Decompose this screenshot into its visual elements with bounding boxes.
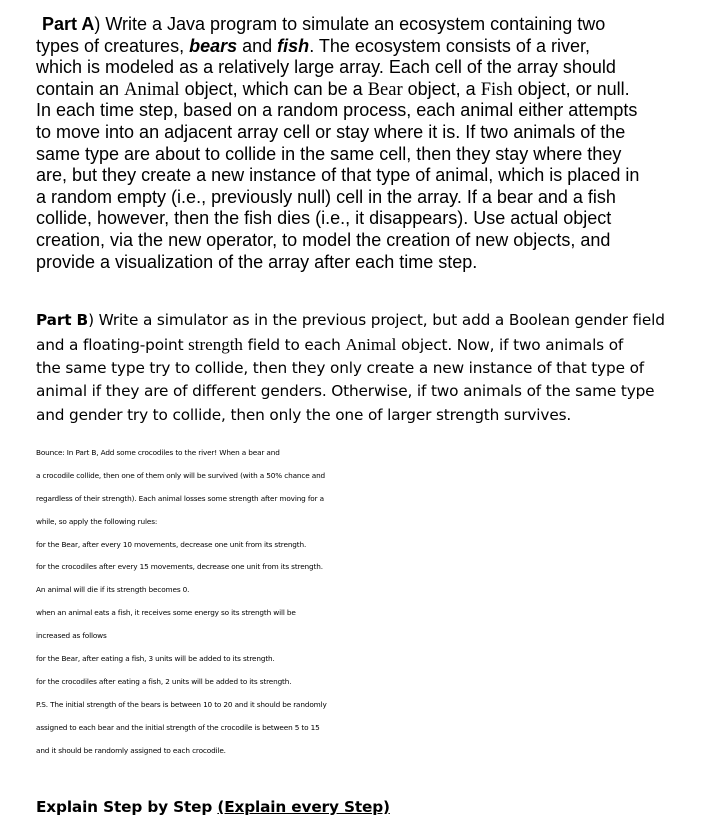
explain-instruction: [36, 798, 390, 816]
part-a-line: [36, 14, 716, 36]
bounce-line: and it should be randomly assigned to each crocodile.: [36, 745, 226, 755]
part-a-text: . The ecosystem consists of a river,: [309, 35, 590, 56]
bounce-line: while, so apply the following rules:: [36, 516, 158, 526]
part-a-line: collide, however, then the fish dies (i.e., it disappears). Use actual object: [36, 208, 612, 229]
part-b-line: animal if they are of different genders. Otherwise, if two animals of the same type: [36, 382, 655, 401]
part-b-line: and gender try to collide, then only the one of larger strength survives.: [36, 406, 572, 425]
bounce-line: assigned to each bear and the initial strength of the crocodile is between 5 to 15: [36, 722, 320, 732]
part-a-line: are, but they create a new instance of that type of animal, which is placed in: [36, 165, 640, 186]
part-a-text: and: [237, 35, 278, 56]
bounce-line: a crocodile collide, then one of them only will be survived (with a 50% chance and: [36, 470, 326, 480]
animal-class-name: Animal: [124, 79, 180, 100]
part-a-line: [36, 36, 716, 58]
fish-term: fish: [277, 35, 310, 56]
bounce-line: regardless of their strength). Each animal losses some strength after moving for a: [36, 493, 324, 503]
bounce-line: increased as follows: [36, 631, 107, 641]
part-b-line: the same type try to collide, then they only create a new instance of that type of: [36, 358, 645, 377]
bounce-line: for the crocodiles after every 15 movements, decrease one unit from its strength.: [36, 562, 323, 572]
explain-text: Explain Step by Step: [36, 798, 218, 816]
animal-class-name: Animal: [345, 334, 397, 354]
part-a-label: Part A: [42, 14, 95, 34]
part-a-text: contain an: [36, 78, 125, 99]
fish-class-name: Fish: [480, 79, 513, 100]
part-a-line: In each time step, based on a random process, each animal either attempts: [36, 100, 638, 121]
bounce-line: P.S. The initial strength of the bears is between 10 to 20 and it should be randomly: [36, 699, 327, 709]
part-a-line: provide a visualization of the array after each time step.: [36, 251, 478, 272]
part-a-paragraph: [36, 14, 716, 273]
part-b-paragraph: [36, 309, 716, 428]
bears-term: bears: [189, 35, 238, 56]
part-b-text: and a floating-point: [36, 335, 189, 354]
bear-class-name: Bear: [367, 79, 403, 100]
part-a-line: a random empty (i.e., previously null) cell in the array. If a bear and a fish: [36, 186, 616, 207]
bounce-line: for the Bear, after eating a fish, 3 units will be added to its strength.: [36, 654, 275, 664]
bounce-line: when an animal eats a fish, it receives some energy so its strength will be: [36, 608, 296, 618]
bounce-line: Bounce: In Part B, Add some crocodiles to the river! When a bear and: [36, 448, 280, 457]
part-a-text: object, a: [402, 78, 481, 99]
part-a-text: object, or null.: [512, 78, 630, 99]
part-a-line: same type are about to collide in the same cell, then they stay where they: [36, 143, 622, 164]
part-a-text: types of creatures,: [36, 35, 190, 56]
part-b-label: Part B: [36, 311, 89, 329]
explain-underlined-text: (Explain every Step): [217, 798, 390, 816]
part-a-line: which is modeled as a relatively large array. Each cell of the array should: [36, 57, 616, 78]
bounce-line: for the crocodiles after eating a fish, 2 units will be added to its strength.: [36, 676, 292, 686]
bounce-line: for the Bear, after every 10 movements, decrease one unit from its strength.: [36, 539, 307, 549]
part-a-line: [36, 79, 716, 101]
part-b-text: object. Now, if two animals of: [396, 335, 624, 354]
part-a-line: to move into an adjacent array cell or stay where it is. If two animals of the: [36, 121, 626, 142]
part-a-text: object, which can be a: [179, 78, 368, 99]
part-b-text: field to each: [242, 335, 346, 354]
part-b-text: ) Write a simulator as in the previous project, but add a Boolean gender field: [88, 311, 665, 329]
part-b-line: [36, 309, 716, 333]
part-a-text: ) Write a Java program to simulate an ecosystem containing two: [94, 14, 606, 34]
bounce-line: An animal will die if its strength becomes 0.: [36, 585, 190, 595]
part-b-line: [36, 333, 716, 357]
strength-field-name: strength: [188, 334, 243, 354]
part-a-line: creation, via the new operator, to model the creation of new objects, and: [36, 229, 611, 250]
bounce-paragraph: [36, 442, 726, 762]
